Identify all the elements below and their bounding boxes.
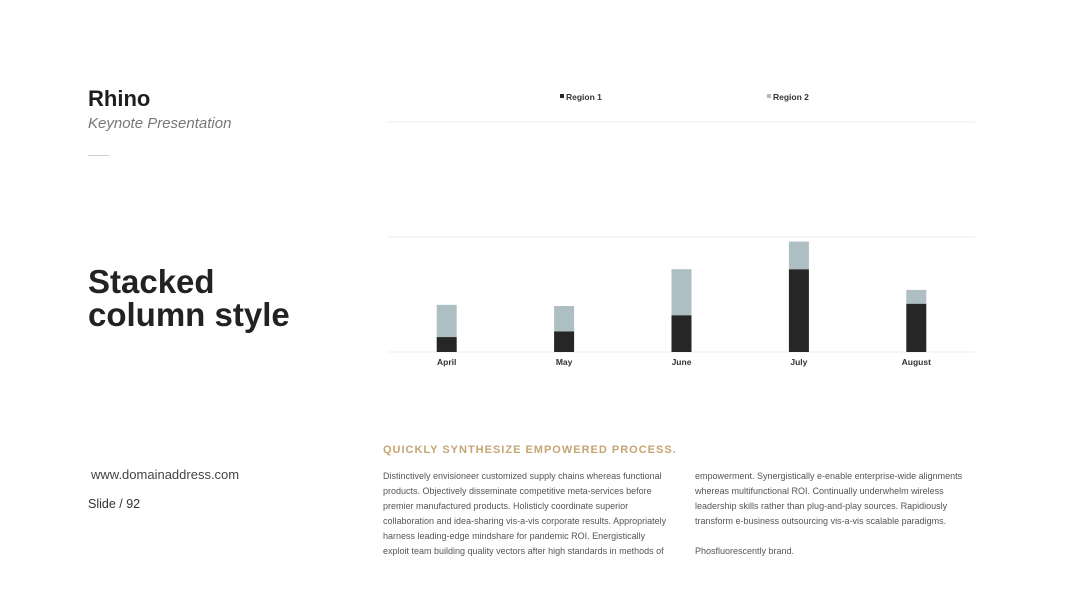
bar-segment bbox=[672, 269, 692, 315]
website-url[interactable]: www.domainaddress.com bbox=[91, 467, 240, 482]
bar-segment bbox=[554, 306, 574, 331]
slide-heading bbox=[88, 265, 290, 331]
brand-title: Rhino bbox=[88, 86, 151, 111]
body-paragraph: empowerment. Synergistically e-enable enterprise-wide alignments whereas multifunctional ROI. Continually underwhelm wireless leadership skills rather than plug-and-play sources. Rapidiously transform e-business outsourcing vis-a-vis scalable paradigms. bbox=[695, 471, 963, 526]
bar-segment bbox=[906, 304, 926, 352]
presentation-subtitle: Keynote Presentation bbox=[88, 115, 232, 132]
bar-segment bbox=[906, 290, 926, 304]
body-paragraph: Phosfluorescently brand. bbox=[695, 546, 795, 556]
legend-swatch bbox=[767, 94, 771, 98]
stacked-column-chart bbox=[380, 80, 980, 380]
bar-segment bbox=[437, 305, 457, 337]
body-text-column-2 bbox=[695, 469, 975, 559]
body-paragraph: Distinctively envisioneer customized supply chains whereas functional products. Objectively disseminate competitive meta-services before premier manufactured products. Holisticly coordinate superior collaboration and idea-sharing vis-a-vis corporate results. Appropriately harness leading-edge mindshare for pandemic ROI. Energistically exploit team building quality vectors after high standards in methods of bbox=[383, 471, 667, 556]
legend-label: Region 1 bbox=[566, 92, 602, 102]
legend-label: Region 2 bbox=[773, 92, 809, 102]
bar-segment bbox=[554, 331, 574, 352]
bar-segment bbox=[789, 269, 809, 352]
section-title: QUICKLY SYNTHESIZE EMPOWERED PROCESS. bbox=[383, 444, 677, 456]
x-tick-label: August bbox=[901, 357, 931, 367]
title-divider bbox=[88, 155, 109, 156]
legend-swatch bbox=[560, 94, 564, 98]
slide-number: Slide / 92 bbox=[88, 497, 141, 511]
slide-heading-line-2: column style bbox=[88, 296, 290, 333]
x-tick-label: May bbox=[555, 357, 573, 367]
x-tick-label: April bbox=[437, 357, 457, 367]
x-tick-label: June bbox=[671, 357, 692, 367]
body-text-column-1 bbox=[383, 469, 673, 559]
slide-heading-line-1: Stacked bbox=[88, 263, 215, 300]
x-tick-label: July bbox=[790, 357, 808, 367]
bar-segment bbox=[672, 315, 692, 352]
bar-segment bbox=[437, 337, 457, 352]
bar-segment bbox=[789, 242, 809, 270]
